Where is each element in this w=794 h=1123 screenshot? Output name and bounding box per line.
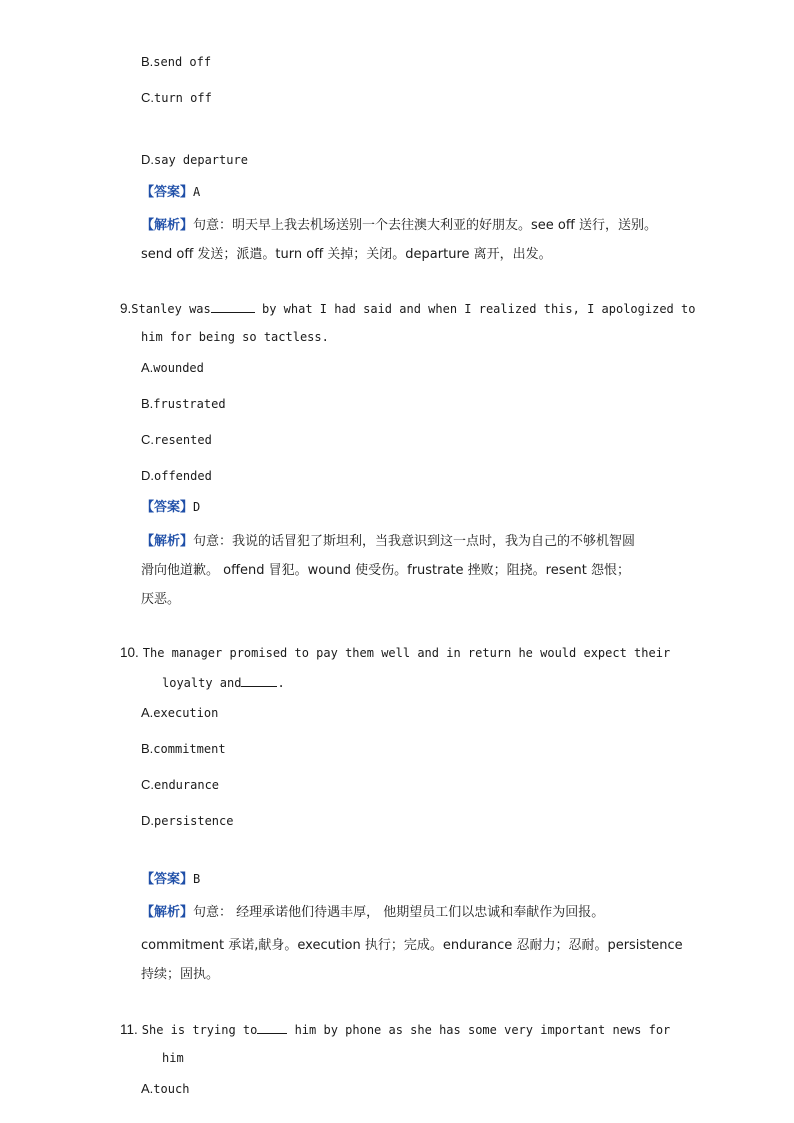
option-letter: C.: [141, 90, 154, 105]
analysis-line-2: send off 发送；派遣。turn off 关掉；关闭。departure 离开，出发。: [141, 247, 552, 262]
answer-tag: 【答案】: [141, 500, 194, 515]
answer-line: [141, 499, 200, 516]
analysis-text: 句意：明天早上我去机场送别一个去往澳大利亚的好朋友。see off 送行，送别。: [193, 218, 657, 233]
option-a: [141, 360, 204, 376]
option-text: turn off: [154, 91, 212, 105]
answer-line: [141, 184, 200, 201]
analysis-tag: 【解析】: [141, 218, 194, 233]
option-text: say departure: [154, 153, 248, 167]
analysis-line-2: commitment 承诺,献身。execution 执行；完成。endurance 忍耐力；忍耐。persistence: [141, 938, 683, 953]
analysis-text: 句意： 经理承诺他们待遇丰厚， 他期望员工们以忠诚和奉献作为回报。: [193, 905, 605, 920]
stem-text: Stanley was: [131, 302, 211, 316]
question-stem: [120, 300, 695, 317]
option-text: frustrated: [153, 397, 226, 411]
question-stem: [120, 1021, 670, 1038]
answer-line: [141, 871, 200, 888]
question-stem-continued: him: [162, 1051, 184, 1065]
question-number: 10.: [120, 645, 139, 660]
option-letter: D.: [141, 152, 154, 167]
option-letter: A.: [141, 1081, 154, 1096]
question-stem: [120, 645, 670, 661]
option-text: touch: [153, 1082, 190, 1096]
option-c: [141, 432, 212, 448]
option-text: execution: [153, 706, 219, 720]
analysis-tag: 【解析】: [141, 534, 194, 549]
analysis-line-2: 滑向他道歉。 offend 冒犯。wound 使受伤。frustrate 挫败；阻挠。resent 怨恨；: [141, 563, 630, 578]
question-stem-continued: [162, 674, 285, 691]
option-text: offended: [154, 469, 212, 483]
answer-value: D: [193, 500, 201, 514]
option-d: [141, 468, 212, 484]
answer-blank: [211, 300, 255, 313]
option-letter: B.: [141, 741, 154, 756]
answer-value: A: [193, 185, 201, 199]
answer-tag: 【答案】: [141, 185, 194, 200]
answer-value: B: [193, 872, 201, 886]
option-c: [141, 90, 212, 106]
option-letter: C.: [141, 432, 154, 447]
analysis-line-1: [141, 533, 635, 550]
option-letter: A.: [141, 360, 154, 375]
option-letter: D.: [141, 813, 154, 828]
option-d: [141, 813, 233, 829]
analysis-tag: 【解析】: [141, 905, 194, 920]
option-b: [141, 741, 226, 757]
option-letter: B.: [141, 54, 154, 69]
option-b: [141, 396, 226, 412]
stem-text: by what I had said and when I realized this, I apologized to: [254, 302, 696, 316]
option-text: resented: [154, 433, 212, 447]
analysis-line-3: 持续；固执。: [141, 967, 220, 982]
question-number: 9.: [120, 301, 132, 316]
option-text: endurance: [154, 778, 220, 792]
option-b: [141, 54, 211, 70]
option-letter: D.: [141, 468, 154, 483]
option-letter: A.: [141, 705, 154, 720]
stem-text: .: [277, 676, 285, 690]
option-letter: C.: [141, 777, 154, 792]
question-stem-continued: him for being so tactless.: [141, 330, 329, 344]
question-number: 11.: [120, 1022, 138, 1037]
stem-text: him by phone as she has some very important news for: [287, 1023, 671, 1037]
analysis-line-1: [141, 904, 604, 921]
stem-text: loyalty and: [162, 676, 242, 690]
answer-tag: 【答案】: [141, 872, 194, 887]
option-text: persistence: [154, 814, 234, 828]
option-text: wounded: [153, 361, 204, 375]
option-letter: B.: [141, 396, 154, 411]
option-d: [141, 152, 248, 168]
analysis-line-1: [141, 217, 657, 234]
stem-text: She is trying to: [141, 1023, 258, 1037]
option-text: send off: [153, 55, 212, 69]
option-text: commitment: [153, 742, 226, 756]
option-c: [141, 777, 219, 793]
analysis-text: 句意：我说的话冒犯了斯坦利，当我意识到这一点时，我为自己的不够机智圆: [193, 534, 636, 549]
answer-blank: [257, 1021, 287, 1034]
analysis-line-3: 厌恶。: [141, 592, 181, 607]
option-a: [141, 705, 218, 721]
stem-text: The manager promised to pay them well and in return he would expect their: [142, 646, 671, 660]
option-a: [141, 1081, 189, 1097]
answer-blank: [241, 674, 277, 687]
